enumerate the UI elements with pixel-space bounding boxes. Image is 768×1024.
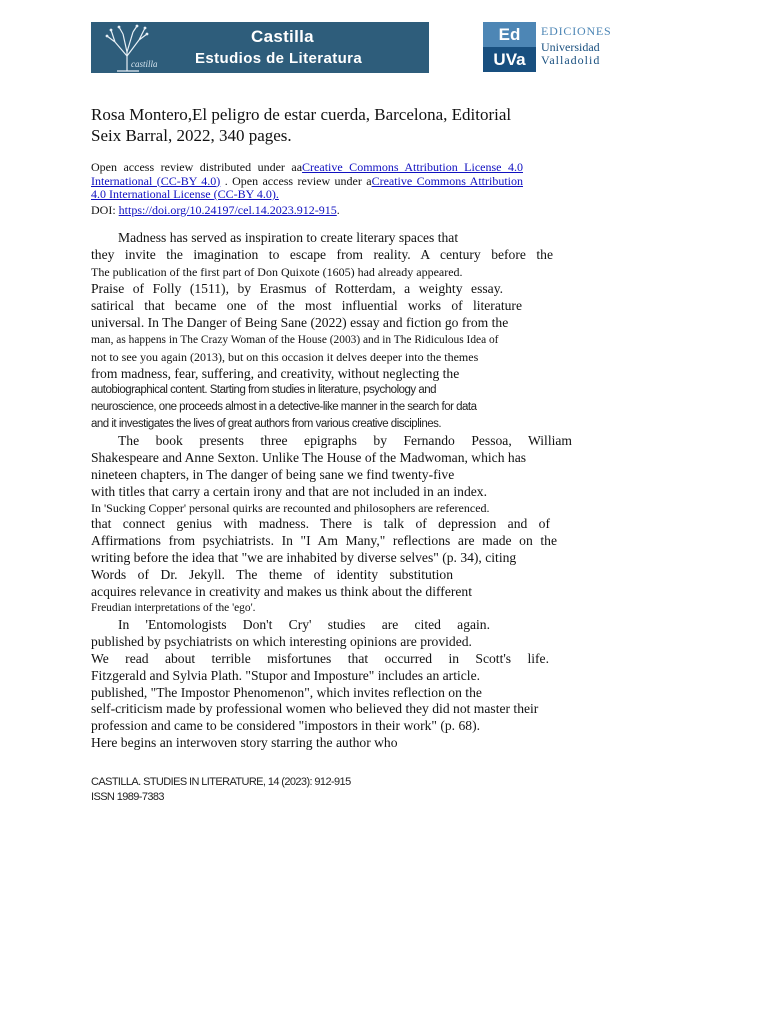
body-line: acquires relevance in creativity and makes us think about the different bbox=[91, 584, 472, 599]
body-line: The publication of the first part of Don Quixote (1605) had already appeared. bbox=[91, 265, 463, 279]
footer-citation: CASTILLA. STUDIES IN LITERATURE, 14 (2023): 912-915 bbox=[91, 776, 351, 788]
publisher-logo bbox=[483, 22, 623, 72]
license-link-1[interactable]: Creative Commons Attribution License 4.0 International (CC-BY 4.0) bbox=[91, 160, 523, 188]
doi-link[interactable]: https://doi.org/10.24197/cel.14.2023.912-915 bbox=[118, 203, 337, 217]
body-line: Here begins an interwoven story starring the author who bbox=[91, 735, 398, 750]
body-line: they invite the imagination to escape from reality. A century before the bbox=[91, 247, 553, 262]
body-line: We read about terrible misfortunes that occurred in Scott's life. bbox=[91, 651, 549, 666]
body-line: In 'Sucking Copper' personal quirks are recounted and philosophers are referenced. bbox=[91, 501, 490, 515]
body-line: with titles that carry a certain irony and that are not included in an index. bbox=[91, 484, 487, 499]
body-line: writing before the idea that "we are inhabited by diverse selves" (p. 34), citing bbox=[91, 550, 517, 565]
publisher-badge-uva: UVa bbox=[483, 47, 536, 72]
body-line: Freudian interpretations of the 'ego'. bbox=[91, 602, 256, 614]
journal-banner bbox=[91, 22, 429, 73]
body-line: published by psychiatrists on which interesting opinions are provided. bbox=[91, 634, 472, 649]
body-line: that connect genius with madness. There is talk of depression and of bbox=[91, 516, 550, 531]
body-line: profession and came to be considered "impostors in their work" (p. 68). bbox=[91, 718, 480, 733]
body-line: autobiographical content. Starting from studies in literature, psychology and bbox=[91, 384, 437, 396]
journal-signature: castilla bbox=[131, 59, 158, 69]
body-line: universal. In The Danger of Being Sane (2022) essay and fiction go from the bbox=[91, 315, 509, 330]
license-text-2: . Open access review under a bbox=[220, 173, 372, 188]
body-line: nineteen chapters, in The danger of being sane we find twenty-five bbox=[91, 467, 455, 482]
body-line: not to see you again (2013), but on this occasion it delves deeper into the themes bbox=[91, 350, 479, 364]
body-line: Words of Dr. Jekyll. The theme of identity substitution bbox=[91, 567, 453, 582]
body-line: Praise of Folly (1511), by Erasmus of Rotterdam, a weighty essay. bbox=[91, 281, 503, 296]
journal-title-line1: Castilla bbox=[251, 27, 314, 46]
license-notice bbox=[91, 161, 523, 202]
body-line: Affirmations from psychiatrists. In "I Am Many," reflections are made on the bbox=[91, 533, 557, 548]
journal-title-line2: Estudios de Literatura bbox=[195, 50, 363, 67]
body-line: man, as happens in The Crazy Woman of the House (2003) and in The Ridiculous Idea of bbox=[91, 334, 499, 346]
doi-line bbox=[91, 203, 340, 217]
body-line: and it investigates the lives of great authors from various creative disciplines. bbox=[91, 418, 442, 430]
page-footer bbox=[91, 775, 351, 805]
body-line: Fitzgerald and Sylvia Plath. "Stupor and Imposture" includes an article. bbox=[91, 668, 480, 683]
license-link-2[interactable]: Creative Commons Attribution 4.0 International License (CC-BY 4.0). bbox=[91, 173, 523, 201]
publisher-name-line2: Universidad bbox=[541, 40, 600, 54]
review-title bbox=[91, 104, 511, 146]
license-text-1: Open access review distributed under aa bbox=[91, 160, 303, 174]
body-line: Shakespeare and Anne Sexton. Unlike The House of the Madwoman, which has bbox=[91, 450, 527, 465]
doi-end: . bbox=[336, 203, 340, 217]
body-line: self-criticism made by professional women who believed they did not master their bbox=[91, 701, 539, 716]
publisher-badge-ed: Ed bbox=[483, 22, 536, 47]
body-line: Madness has served as inspiration to create literary spaces that bbox=[118, 230, 459, 245]
body-line: published, "The Impostor Phenomenon", which invites reflection on the bbox=[91, 685, 482, 700]
body-line: In 'Entomologists Don't Cry' studies are cited again. bbox=[118, 617, 490, 632]
body-line: neuroscience, one proceeds almost in a detective-like manner in the search for data bbox=[91, 401, 477, 413]
review-title-line1: Rosa Montero,El peligro de estar cuerda, Barcelona, Editorial bbox=[91, 105, 512, 124]
footer-issn: ISSN 1989-7383 bbox=[91, 791, 164, 803]
publisher-name-line1: EDICIONES bbox=[541, 24, 612, 38]
doi-label: DOI: bbox=[91, 203, 119, 217]
body-line: The book presents three epigraphs by Fernando Pessoa, William bbox=[118, 433, 572, 448]
publisher-name-line3: Valladolid bbox=[541, 53, 601, 67]
body-line: from madness, fear, suffering, and creativity, without neglecting the bbox=[91, 366, 460, 381]
review-title-line2: Seix Barral, 2022, 340 pages. bbox=[91, 126, 292, 145]
body-line: satirical that became one of the most influential works of literature bbox=[91, 298, 522, 313]
